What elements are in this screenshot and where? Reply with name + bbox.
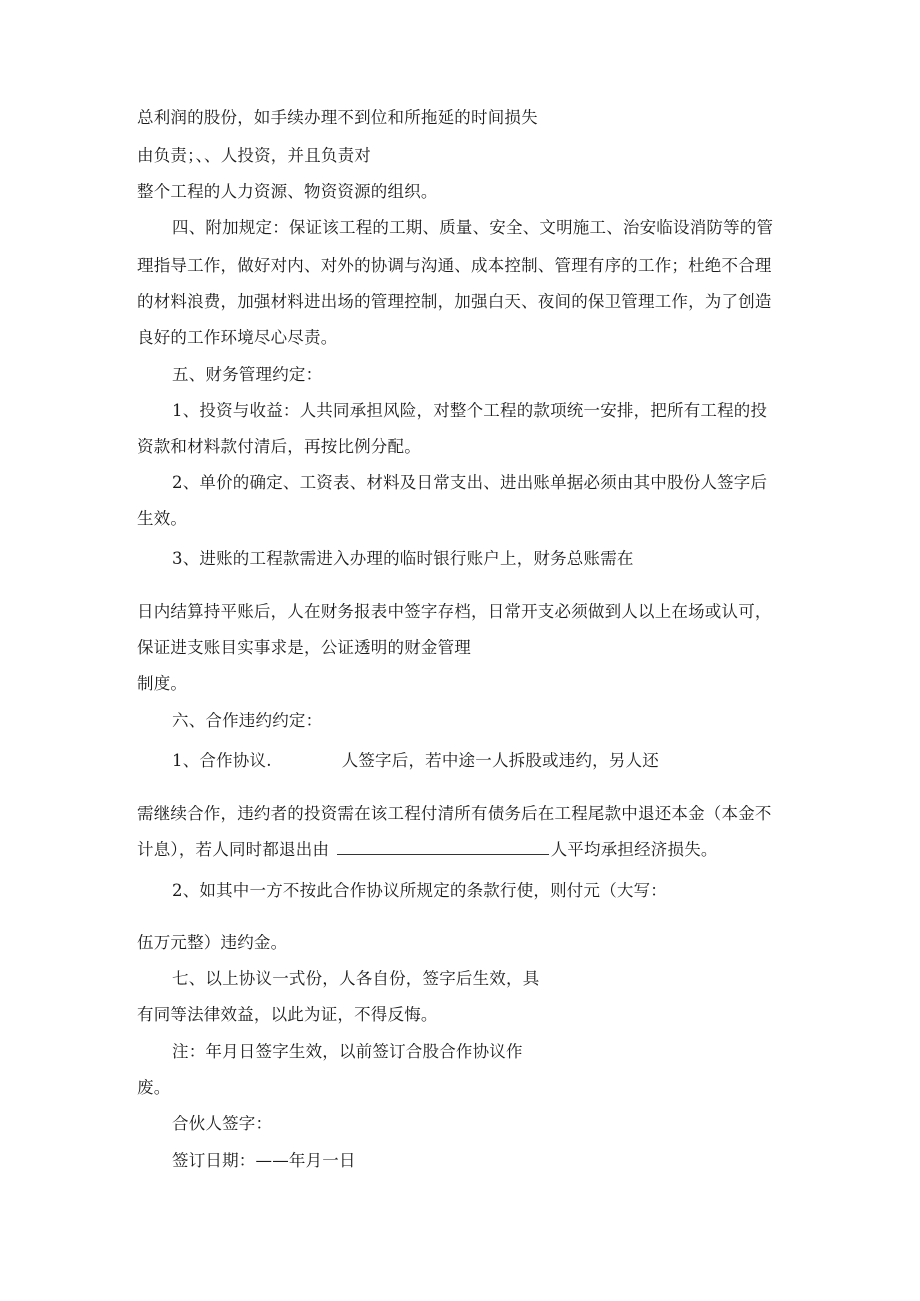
text-line: 需继续合作，违约者的投资需在该工程付清所有债务后在工程尾款中退还本金（本金不 [137,804,772,823]
section-heading-5: 五、财务管理约定： [172,365,323,384]
text-line: 的材料浪费，加强材料进出场的管理控制，加强白天、夜间的保卫管理工作，为了创造 [137,292,772,311]
fill-in-blank [337,840,549,855]
text-line [137,839,718,861]
text-line: 良好的工作环境尽心尽责。 [137,328,338,347]
clause-5-1: 1、投资与收益：人共同承担风险，对整个工程的款项统一安排，把所有工程的投 [172,401,768,420]
text-fragment: 计息），若人同时都退出由 [137,840,330,859]
text-line: 生效。 [137,509,188,528]
clause-6-1 [172,750,659,772]
text-line: 伍万元整）违约金。 [137,933,288,952]
text-line: 日内结算持平账后，人在财务报表中签字存档，日常开支必须做到人以上在场或认可， [137,602,772,621]
text-line: 制度。 [137,674,188,693]
text-line: 理指导工作，做好对内、对外的协调与沟通、成本控制、管理有序的工作；杜绝不合理 [137,256,772,275]
note-line: 注：年月日签字生效，以前签订合股合作协议作 [172,1042,523,1061]
text-fragment: 人平均承担经济损失。 [550,840,718,859]
section-heading-4: 四、附加规定：保证该工程的工期、质量、安全、文明施工、治安临设消防等的管 [172,218,774,237]
clause-5-3: 3、进账的工程款需进入办理的临时银行账户上，财务总账需在 [172,549,634,568]
text-line: 有同等法律效益，以此为证，不得反悔。 [137,1005,438,1024]
clause-6-1-start: 1、合作协议. [172,751,272,770]
partner-signature-label: 合伙人签字： [172,1114,273,1133]
clause-6-2: 2、如其中一方不按此合作协议所规定的条款行使，则付元（大写： [172,881,667,900]
section-heading-7: 七、以上协议一式份，人各自份，签字后生效，具 [172,969,540,988]
text-line: 资款和材料款付清后，再按比例分配。 [137,437,421,456]
clause-6-1-end: 人签字后，若中途一人拆股或违约，另人还 [341,751,659,770]
text-line: 整个工程的人力资源、物资资源的组织。 [137,182,438,201]
text-line: 由负责；、、人投资，并且负责对 [137,146,371,165]
signing-date-label: 签订日期：——年月一日 [172,1151,356,1170]
text-line: 废。 [137,1078,171,1097]
clause-5-2: 2、单价的确定、工资表、材料及日常支出、进出账单据必须由其中股份人签字后 [172,473,768,492]
text-line: 保证进支账目实事求是，公证透明的财金管理 [137,638,471,657]
section-heading-6: 六、合作违约约定： [172,711,323,730]
text-line: 总利润的股份，如手续办理不到位和所拖延的时间损失 [137,108,538,127]
